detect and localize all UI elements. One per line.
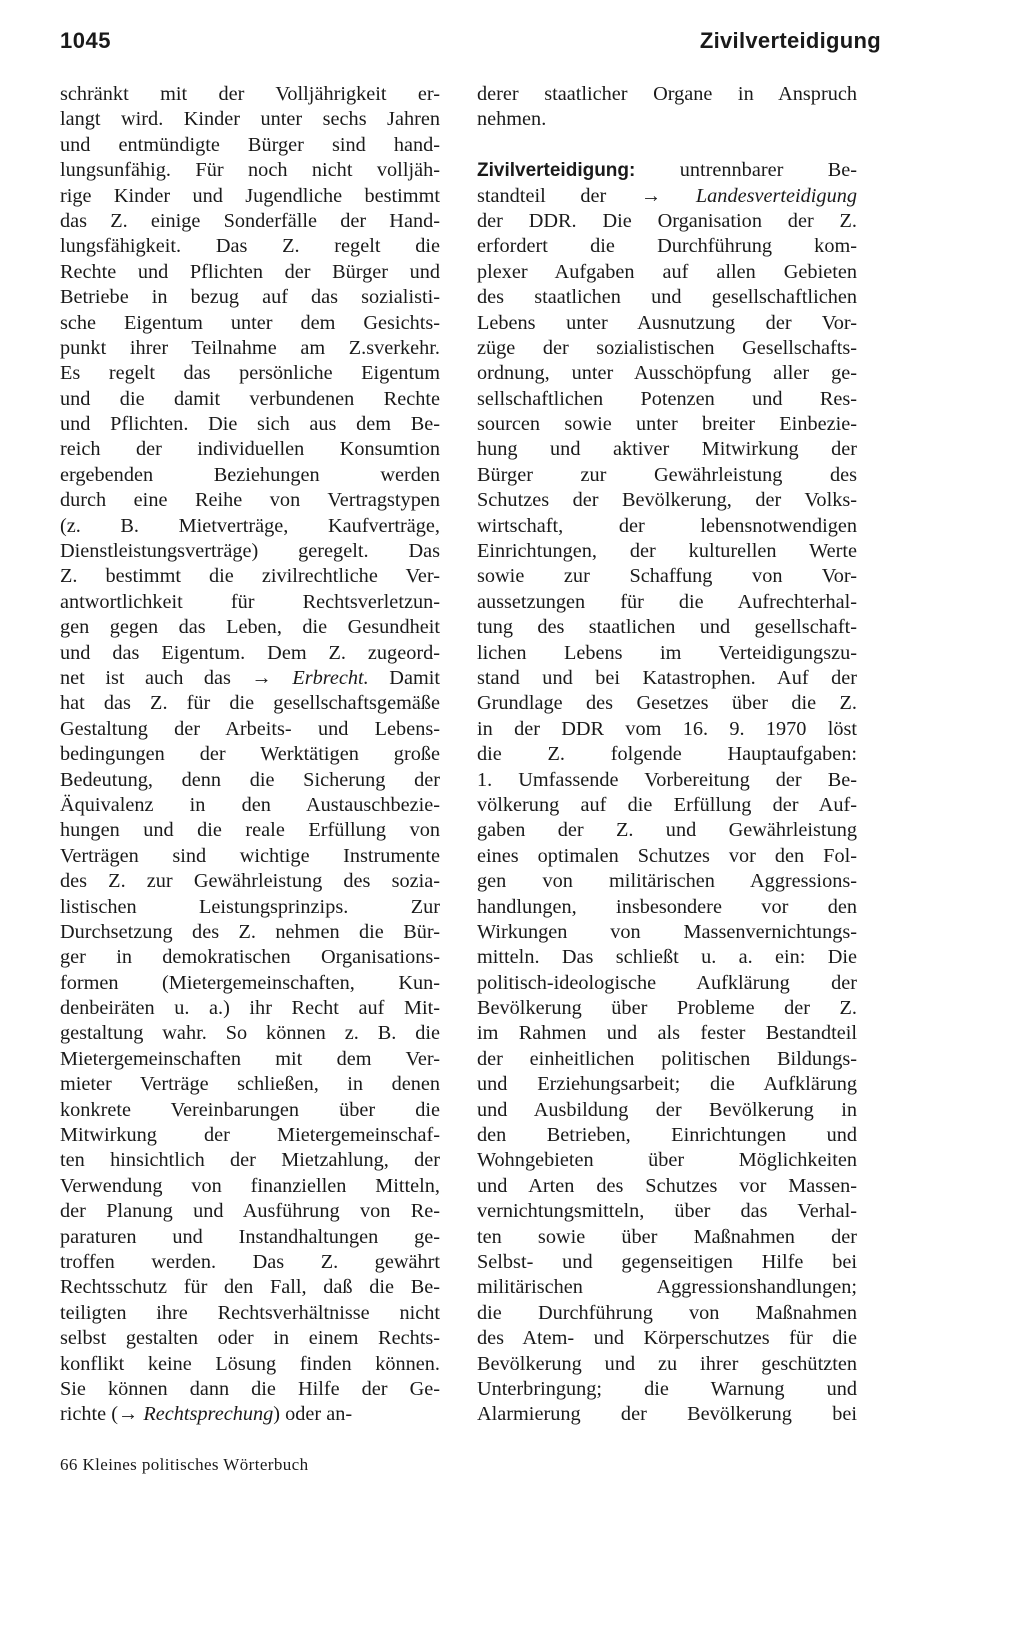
text-line: sourcen sowie unter breiter Einbezie- [477,413,857,436]
text-line: und Ausbildung der Bevölkerung in [477,1098,857,1121]
left-column [60,82,440,1428]
running-title: Zivilverteidigung [699,28,881,53]
text-line: gen gegen das Leben, die Gesundheit [60,616,440,639]
entry-body-lines [477,209,857,1428]
cross-reference-landesverteidigung[interactable]: Landesverteidigung [695,184,857,207]
text-line: und das Eigentum. Dem Z. zugeord- [60,641,440,664]
text-line: Mietergemeinschaften mit dem Ver- [60,1047,440,1070]
text-line: rige Kinder und Jugendliche bestimmt [60,184,440,207]
text-line: antwortlichkeit für Rechtsverletzun- [60,590,440,613]
text-line: vernichtungsmitteln, über das Verhal- [477,1200,857,1223]
line-rechtsprechung-reference [60,1402,440,1427]
text-line: gaben der Z. und Gewährleistung [477,819,857,842]
page-number: 1045 [60,28,111,53]
text-line: troffen werden. Das Z. gewährt [60,1250,440,1273]
text-line: Selbst- und gegenseitigen Hilfe bei [477,1250,857,1273]
text-line: plexer Aufgaben auf allen Gebieten [477,260,857,283]
text-line: Z. bestimmt die zivilrechtliche Ver- [60,565,440,588]
text-line: und Erziehungsarbeit; die Aufklärung [477,1073,857,1096]
text-line: ten hinsichtlich der Mietzahlung, der [60,1149,440,1172]
text-line: Äquivalenz in den Austauschbezie- [60,793,440,816]
text-line: züge der sozialistischen Gesellschafts- [477,336,857,359]
right-column [477,82,857,1428]
text-line: des Atem- und Körperschutzes für die [477,1327,857,1350]
text-line: den Betrieben, Einrichtungen und [477,1124,857,1147]
text-line: Bedeutung, denn die Sicherung der [60,768,440,791]
page-footer: 66 Kleines politisches Wörterbuch [60,1455,309,1474]
text-line: gen von militärischen Aggressions- [477,870,857,893]
text-line: ordnung, unter Ausschöpfung aller ge- [477,362,857,385]
text-line: die Z. folgende Hauptaufgaben: [477,743,857,766]
text-line: konkrete Vereinbarungen über die [60,1098,440,1121]
text-line: Grundlage des Gesetzes über die Z. [477,692,857,715]
text-line: Wohngebieten über Möglichkeiten [477,1149,857,1172]
text-line: listischen Leistungsprinzips. Zur [60,895,440,918]
text-line: Durchsetzung des Z. nehmen die Bür- [60,920,440,943]
text-line: hung und aktiver Mitwirkung der [477,438,857,461]
text-line: mitteln. Das schließt u. a. ein: Die [477,946,857,969]
line-text: richte ( [60,1403,118,1426]
text-line: tung des staatlichen und gesellschaft- [477,616,857,639]
text-line: Bevölkerung und zu ihrer geschützten [477,1352,857,1375]
text-line: Gestaltung der Arbeits- und Lebens- [60,717,440,740]
text-line: der einheitlichen politischen Bildungs- [477,1047,857,1070]
text-line: bedingungen der Werktätigen große [60,743,440,766]
paragraph-gap [477,133,857,158]
text-line: militärischen Aggressionshandlungen; [477,1276,857,1299]
text-line: erfordert die Durchführung kom- [477,235,857,258]
text-line: Rechte und Pflichten der Bürger und [60,260,440,283]
text-line: Wirkungen von Massenvernichtungs- [477,920,857,943]
line-text: Damit [368,666,440,689]
text-line: Alarmierung der Bevölkerung bei [477,1403,857,1426]
text-line: derer staatlicher Organe in Anspruch [477,83,857,105]
entry-first-line [477,158,857,183]
text-line: langt wird. Kinder unter sechs Jahren [60,108,440,131]
text-line: des Z. zur Gewährleistung des sozia- [60,870,440,893]
text-line: denbeiräten u. a.) ihr Recht auf Mit- [60,997,440,1020]
text-line: stand und bei Katastrophen. Auf der [477,666,857,689]
line-text: untrennbarer Be- [635,159,857,182]
text-line: reich der individuellen Konsumtion [60,438,440,461]
text-line: Unterbringung; die Warnung und [477,1377,857,1400]
text-line: gestaltung wahr. So können z. B. die [60,1022,440,1045]
text-line: handlungen, insbesondere vor den [477,895,857,918]
line-text: ) oder an- [273,1403,353,1426]
text-line: mieter Verträge schließen, in denen [60,1073,440,1096]
text-line: lungsfähigkeit. Das Z. regelt die [60,235,440,258]
text-line: und entmündigte Bürger sind hand- [60,133,440,156]
entry-second-line [477,184,857,209]
text-line: schränkt mit der Volljährigkeit er- [60,83,440,105]
text-line: das Z. einige Sonderfälle der Hand- [60,209,440,232]
text-line: Sie können dann die Hilfe der Ge- [60,1377,440,1400]
left-column-lines [60,82,440,666]
text-line: sche Eigentum unter dem Gesichts- [60,311,440,334]
text-line: selbst gestalten oder in einem Rechts- [60,1327,440,1350]
text-line: die Durchführung von Maßnahmen [477,1301,857,1324]
text-line: hat das Z. für die gesellschaftsgemäße [60,692,440,715]
text-line: Dienstleistungsverträge) geregelt. Das [60,540,440,563]
text-line: ten sowie über Maßnahmen der [477,1225,857,1248]
text-line: eines optimalen Schutzes vor den Fol- [477,844,857,867]
text-line: sowie zur Schaffung von Vor- [477,565,857,588]
text-line: des staatlichen und gesellschaftlichen [477,286,857,309]
text-line: sellschaftlichen Potenzen und Res- [477,387,857,410]
text-line: teiligten ihre Rechtsverhältnisse nicht [60,1301,440,1324]
text-line: lungsunfähig. Für noch nicht volljäh- [60,159,440,182]
left-column-lines-continued [60,691,440,1402]
entry-headword: Zivilverteidigung: [477,160,636,182]
text-line: paraturen und Instandhaltungen ge- [60,1225,440,1248]
text-line: Verträgen sind wichtige Instrumente [60,844,440,867]
line-text: standteil der [477,184,641,207]
right-column-continuation [477,82,857,133]
text-line: durch eine Reihe von Vertragstypen [60,489,440,512]
text-line: (z. B. Mietverträge, Kaufverträge, [60,514,440,537]
text-line: und Arten des Schutzes vor Massen- [477,1174,857,1197]
text-line: Einrichtungen, der kulturellen Werte [477,540,857,563]
cross-reference-arrow-icon: → [118,1403,139,1426]
text-line: aussetzungen für die Aufrechterhal- [477,590,857,613]
text-line: und die damit verbundenen Rechte [60,387,440,410]
text-line: und Pflichten. Die sich aus dem Be- [60,413,440,436]
text-line: Rechtsschutz für den Fall, daß die Be- [60,1276,440,1299]
text-line: im Rahmen und als fester Bestandteil [477,1022,857,1045]
text-line: der Planung und Ausführung von Re- [60,1200,440,1223]
line-text: net ist auch das [60,666,252,689]
text-line: Es regelt das persönliche Eigentum [60,362,440,385]
text-line: 1. Umfassende Vorbereitung der Be- [477,768,857,791]
text-line: Betriebe in bezug auf das sozialisti- [60,286,440,309]
text-line: völkerung auf die Erfüllung der Auf- [477,793,857,816]
line-erbrecht-reference [60,666,440,691]
text-line: Bürger zur Gewährleistung des [477,463,857,486]
text-line: konflikt keine Lösung finden können. [60,1352,440,1375]
cross-reference-erbrecht[interactable]: Erbrecht. [292,666,369,689]
text-line: hungen und die reale Erfüllung von [60,819,440,842]
cross-reference-arrow-icon: → [640,184,662,207]
text-line: Bevölkerung über Probleme der Z. [477,997,857,1020]
text-line: ergebenden Beziehungen werden [60,463,440,486]
text-line: Lebens unter Ausnutzung der Vor- [477,311,857,334]
text-line: formen (Mietergemeinschaften, Kun- [60,971,440,994]
text-line: ger in demokratischen Organisations- [60,946,440,969]
cross-reference-arrow-icon: → [251,666,272,689]
text-line: wirtschaft, der lebensnotwendigen [477,514,857,537]
text-line: in der DDR vom 16. 9. 1970 löst [477,717,857,740]
text-line: der DDR. Die Organisation der Z. [477,209,857,232]
text-line: Mitwirkung der Mietergemeinschaf- [60,1124,440,1147]
text-line: Schutzes der Bevölkerung, der Volks- [477,489,857,512]
text-line: punkt ihrer Teilnahme am Z.sverkehr. [60,336,440,359]
cross-reference-rechtsprechung[interactable]: Rechtsprechung [143,1403,274,1426]
text-line: politisch-ideologische Aufklärung der [477,971,857,994]
text-line: nehmen. [477,108,547,131]
text-line: lichen Lebens im Verteidigungszu- [477,641,857,664]
text-line: Verwendung von finanziellen Mitteln, [60,1174,440,1197]
